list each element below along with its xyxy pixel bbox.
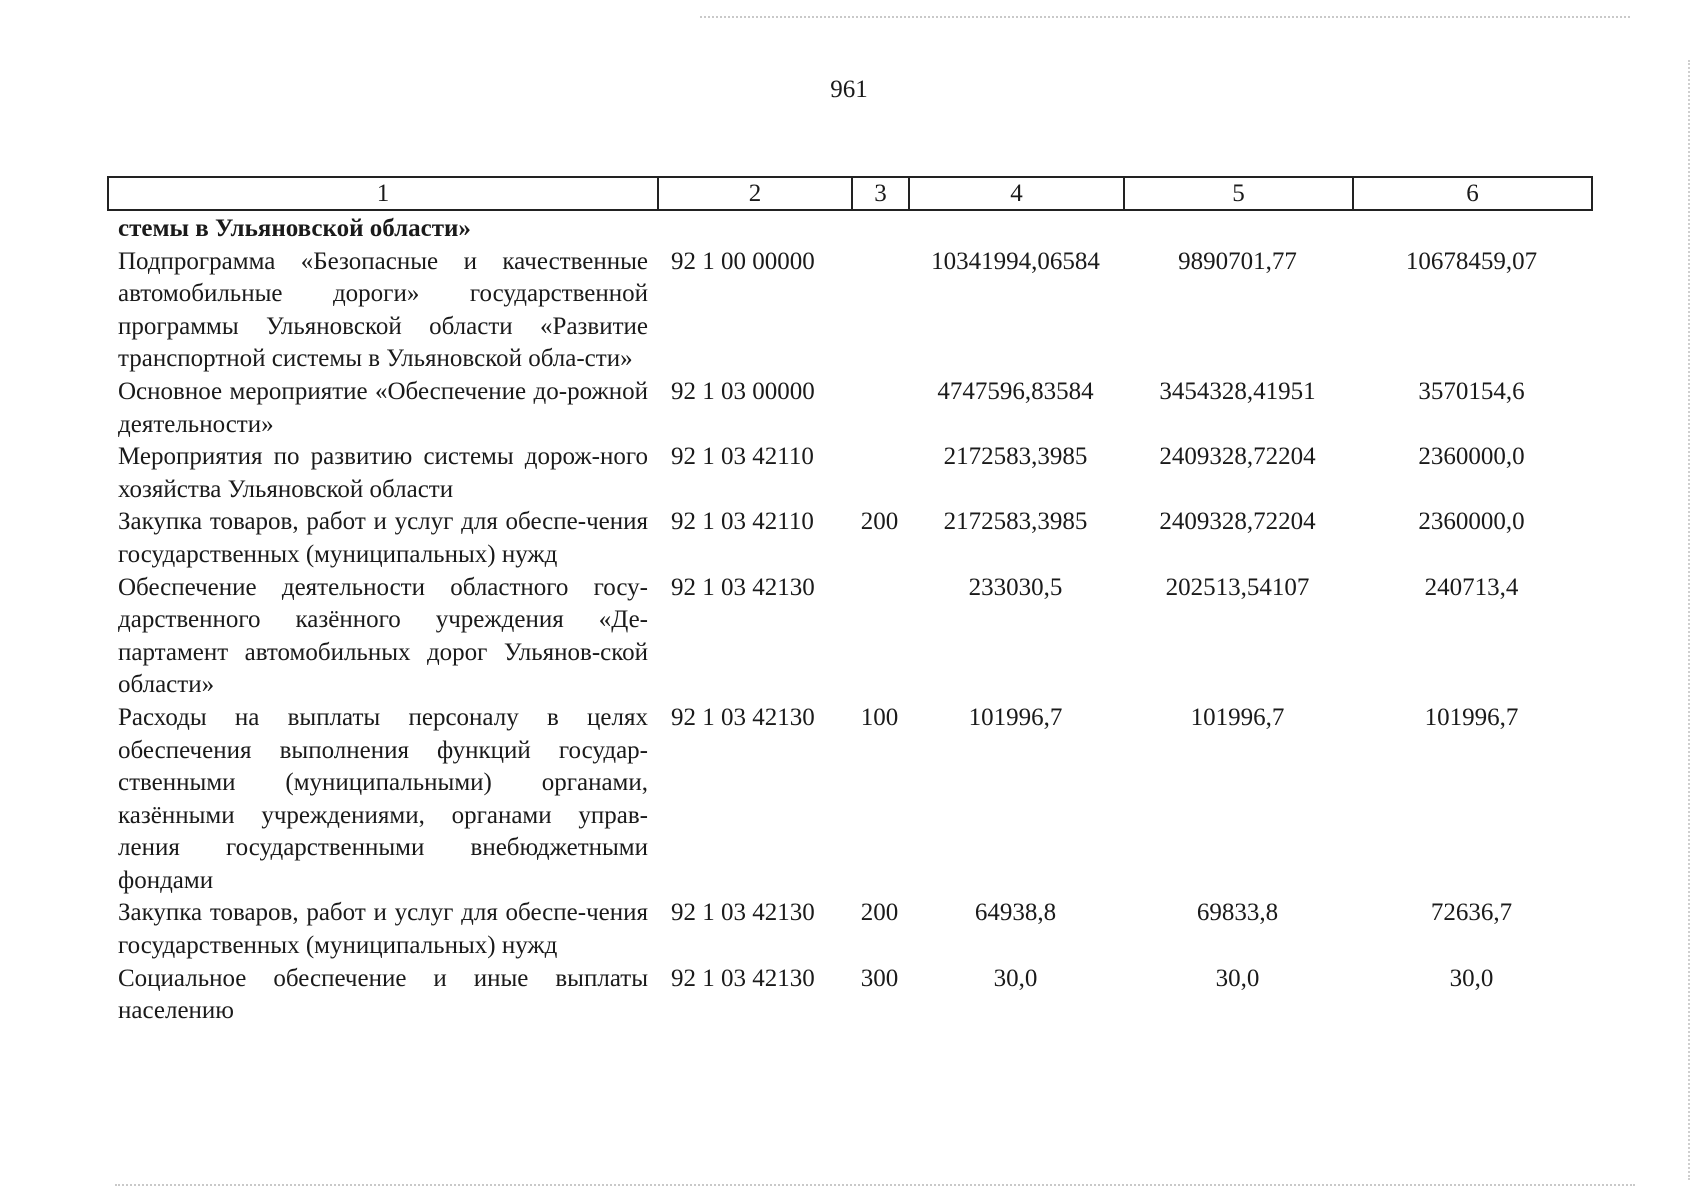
scan-artifact-top: [700, 16, 1630, 18]
budget-table-body: [107, 213, 1591, 1028]
table-row: [107, 702, 1591, 898]
expense-type-cell: 200: [860, 899, 899, 927]
amount-year-1-cell: 64938,8: [974, 899, 1057, 927]
amount-year-2-cell: 202513,54107: [1165, 573, 1310, 601]
table-row: [107, 963, 1591, 1028]
page-number: 961: [830, 76, 868, 103]
amount-year-3-cell: 30,0: [1449, 964, 1494, 992]
item-name-cell: Закупка товаров, работ и услуг для обеспе-чения государственных (муниципальных) нужд: [118, 899, 648, 960]
item-name-cell: Подпрограмма «Безопасные и качественные автомобильные дороги» государственной программы Ульяновской области «Развитие транспортной системы в Ульяновской обла-сти»: [118, 247, 648, 373]
expense-type-cell: [851, 572, 908, 702]
table-row: [107, 376, 1591, 441]
amount-year-2-cell: 30,0: [1215, 964, 1260, 992]
target-code-cell: 92 1 03 42110: [671, 508, 814, 536]
amount-year-3-cell: 101996,7: [1424, 703, 1519, 731]
amount-year-1-cell: 10341994,06584: [931, 247, 1100, 275]
amount-year-2-cell: 101996,7: [1190, 703, 1285, 731]
amount-year-1-cell: 233030,5: [968, 573, 1063, 601]
column-header: 2: [658, 177, 852, 210]
target-code-cell: 92 1 03 00000: [671, 377, 815, 405]
target-code-cell: 92 1 03 42130: [671, 964, 815, 992]
column-header: 4: [909, 177, 1124, 210]
scan-artifact-right: [1688, 60, 1690, 1180]
column-number-header: [107, 176, 1593, 211]
amount-year-3-cell: 2360000,0: [1418, 443, 1525, 471]
amount-year-3-cell: 3570154,6: [1418, 377, 1525, 405]
expense-type-cell: [851, 376, 908, 441]
amount-year-2-cell: 2409328,72204: [1159, 443, 1316, 471]
amount-year-2-cell: 3454328,41951: [1159, 377, 1316, 405]
table-row: [107, 246, 1591, 376]
expense-type-cell: 100: [860, 703, 899, 731]
budget-table: [107, 213, 1591, 1028]
amount-year-2-cell: 9890701,77: [1178, 247, 1297, 275]
expense-type-cell: 300: [860, 964, 899, 992]
header-row: [108, 177, 1592, 210]
table-row: [107, 441, 1591, 506]
item-name-cell: Мероприятия по развитию системы дорож-ного хозяйства Ульяновской области: [118, 443, 648, 503]
item-name-cell: Основное мероприятие «Обеспечение до-рожной деятельности»: [118, 377, 648, 438]
target-code-cell: 92 1 00 00000: [671, 247, 815, 275]
expense-type-cell: 200: [860, 508, 899, 536]
table-row: [107, 572, 1591, 702]
amount-year-3-cell: 2360000,0: [1418, 508, 1525, 536]
target-code-cell: 92 1 03 42130: [671, 703, 815, 731]
amount-year-1-cell: 30,0: [993, 964, 1038, 992]
target-code-cell: 92 1 03 42110: [671, 443, 814, 471]
target-code-cell: 92 1 03 42130: [671, 573, 815, 601]
column-header: 6: [1353, 177, 1592, 210]
expense-type-cell: [851, 441, 908, 506]
table-row: [107, 213, 1591, 246]
scan-artifact-bottom: [115, 1184, 1635, 1186]
amount-year-1-cell: 4747596,83584: [937, 377, 1094, 405]
item-name-cell: Закупка товаров, работ и услуг для обеспе-чения государственных (муниципальных) нужд: [118, 508, 648, 568]
table-row: [107, 897, 1591, 962]
amount-year-2-cell: 2409328,72204: [1159, 508, 1316, 536]
amount-year-3-cell: 72636,7: [1430, 899, 1513, 927]
amount-year-1-cell: 2172583,3985: [943, 508, 1088, 536]
expense-type-cell: [851, 246, 908, 376]
item-name-cell: Обеспечение деятельности областного госу-дарственного казённого учреждения «Де-партамент автомобильных дорог Ульянов-ской области»: [118, 573, 648, 699]
amount-year-2-cell: 69833,8: [1196, 899, 1279, 927]
amount-year-3-cell: 240713,4: [1424, 573, 1519, 601]
table-row: [107, 506, 1591, 571]
amount-year-1-cell: 101996,7: [968, 703, 1063, 731]
target-code-cell: 92 1 03 42130: [671, 899, 815, 927]
item-name-cell: Расходы на выплаты персоналу в целях обеспечения выполнения функций государ-ственными (муниципальными) органами, казёнными учреждениями, органами управ-ления государственными внебюджетными фондами: [118, 703, 648, 894]
amount-year-3-cell: 10678459,07: [1405, 247, 1538, 275]
item-name-cell: Социальное обеспечение и иные выплаты населению: [118, 964, 648, 1025]
column-header: 3: [852, 177, 909, 210]
column-header: 1: [108, 177, 658, 210]
amount-year-1-cell: 2172583,3985: [943, 443, 1088, 471]
item-name-cell: стемы в Ульяновской области»: [118, 215, 471, 242]
column-header: 5: [1124, 177, 1353, 210]
